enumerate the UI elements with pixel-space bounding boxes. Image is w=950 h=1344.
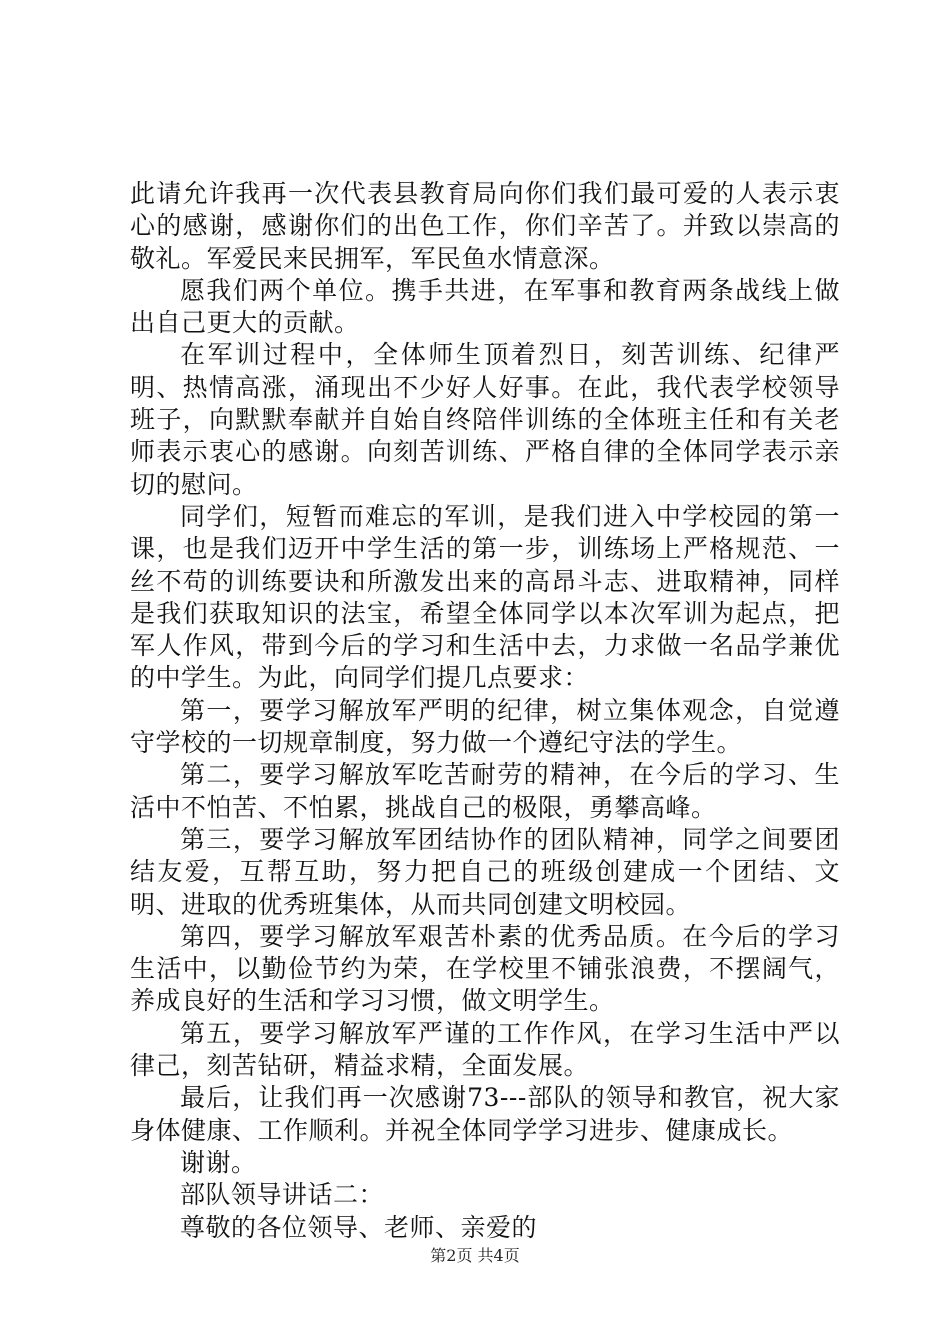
paragraph-1: 此请允许我再一次代表县教育局向你们我们最可爱的人表示衷心的感谢，感谢你们的出色工作，你们辛苦了。并致以崇高的敬礼。军爱民来民拥军，军民鱼水情意深。 <box>130 179 840 273</box>
paragraph-8: 第四，要学习解放军艰苦朴素的优秀品质。在今后的学习生活中，以勤俭节约为荣，在学校里不铺张浪费，不摆阔气，养成良好的生活和学习习惯，做文明学生。 <box>130 921 840 1016</box>
document-body <box>130 178 840 1244</box>
salutation: 尊敬的各位领导、老师、亲爱的 <box>180 1212 538 1242</box>
paragraph-6: 第二，要学习解放军吃苦耐劳的精神，在今后的学习、生活中不怕苦、不怕累，挑战自己的极限，勇攀高峰。 <box>130 760 840 822</box>
paragraph-7: 第三，要学习解放军团结协作的团队精神，同学之间要团结友爱，互帮互助，努力把自己的班级创建成一个团结、文明、进取的优秀班集体，从而共同创建文明校园。 <box>130 824 840 919</box>
paragraph-9: 第五，要学习解放军严谨的工作作风，在学习生活中严以律己，刻苦钻研，精益求精，全面发展。 <box>130 1018 840 1081</box>
paragraph-3: 在军训过程中，全体师生顶着烈日，刻苦训练、纪律严明、热情高涨，涌现出不少好人好事。在此，我代表学校领导班子，向默默奉献并自始自终陪伴训练的全体班主任和有关老师表示衷心的感谢。向刻苦训练、严格自律的全体同学表示亲切的慰问。 <box>130 340 840 499</box>
section-heading: 部队领导讲话二： <box>180 1180 385 1210</box>
page-number-footer: 第2页 共4页 <box>430 1246 520 1265</box>
paragraph-10: 最后，让我们再一次感谢73---部队的领导和教官，祝大家身体健康、工作顺利。并祝全体同学学习进步、健康成长。 <box>130 1083 840 1145</box>
paragraph-2: 愿我们两个单位。携手共进，在军事和教育两条战线上做出自己更大的贡献。 <box>130 275 840 338</box>
paragraph-4: 同学们，短暂而难忘的军训，是我们进入中学校园的第一课，也是我们迈开中学生活的第一步，训练场上严格规范、一丝不苟的训练要诀和所激发出来的高昂斗志、进取精神，同样是我们获取知识的法宝，希望全体同学以本次军训为起点，把军人作风，带到今后的学习和生活中去，力求做一名品学兼优的中学生。为此，向同学们提几点要求： <box>130 501 840 693</box>
paragraph-5: 第一，要学习解放军严明的纪律，树立集体观念，自觉遵守学校的一切规章制度，努力做一个遵纪守法的学生。 <box>130 695 840 758</box>
paragraph-11: 谢谢。 <box>180 1147 257 1177</box>
